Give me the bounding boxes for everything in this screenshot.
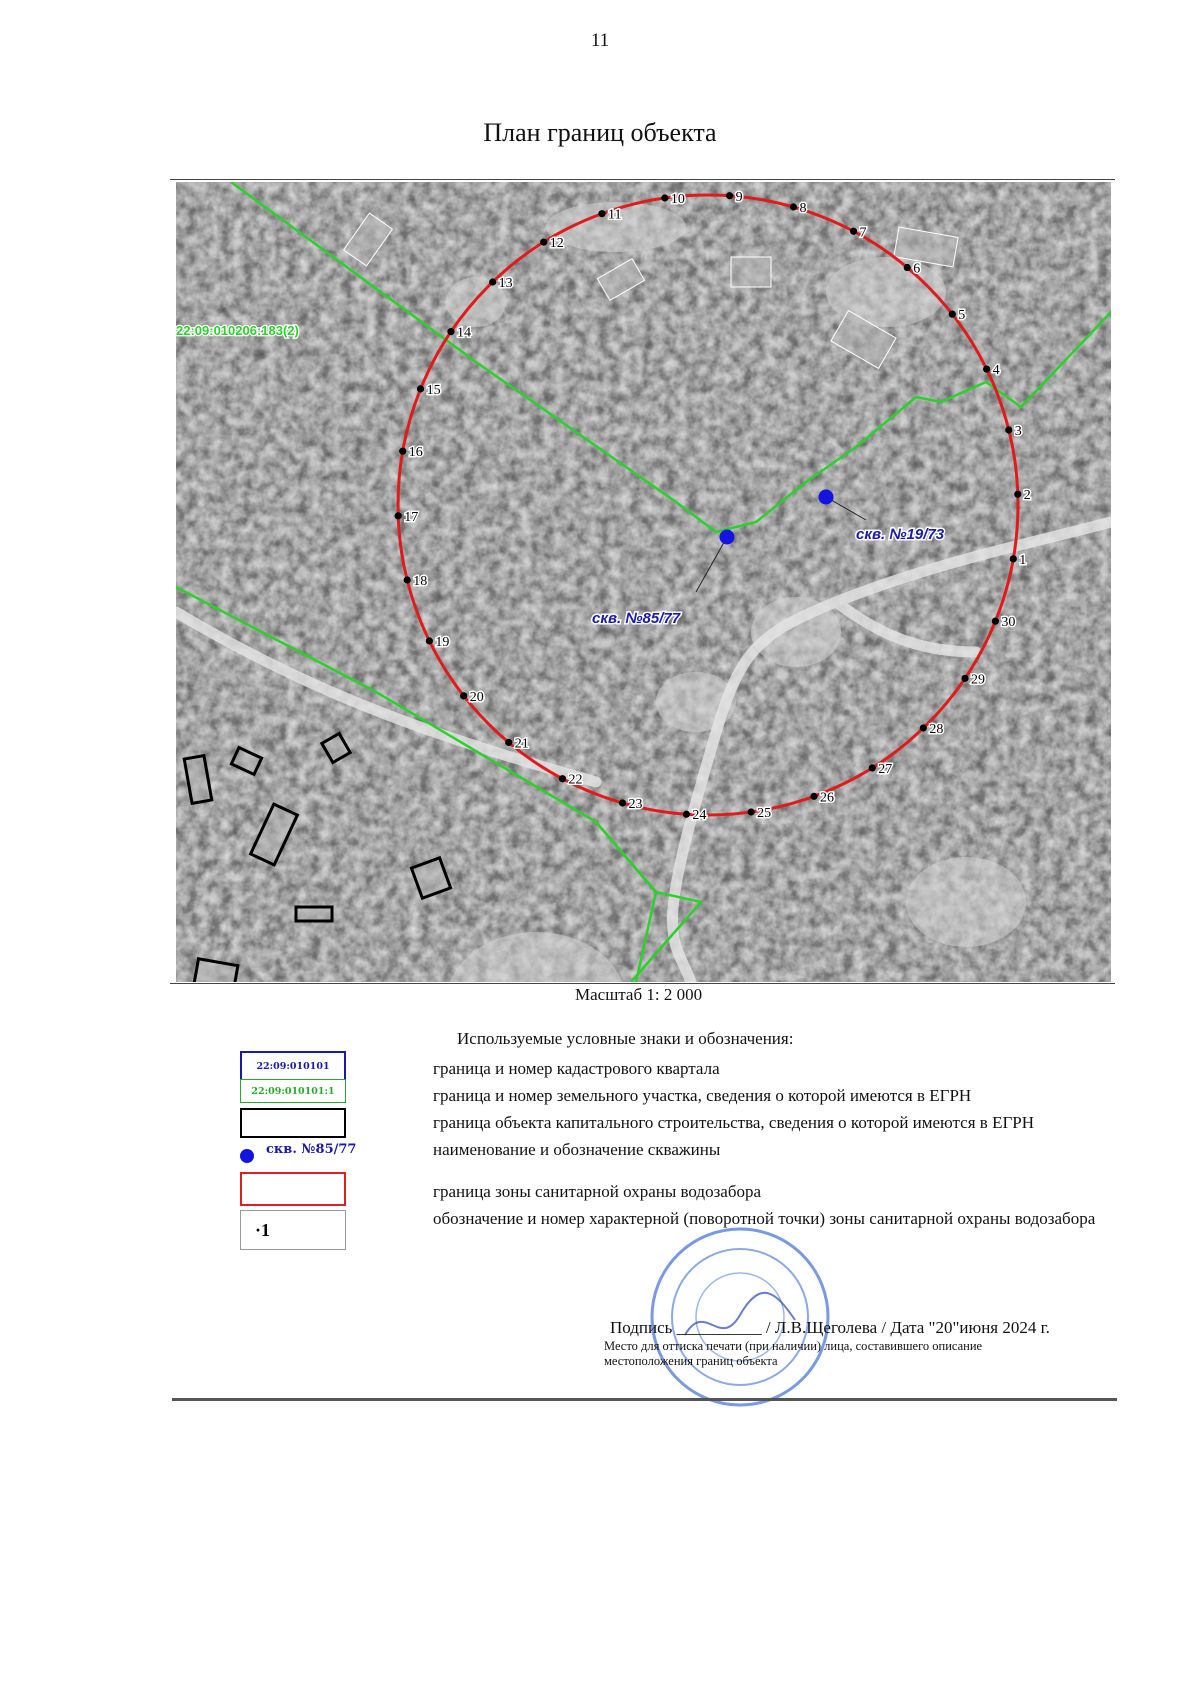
boundary-point-label: 15 [426,382,441,398]
boundary-point-label: 4 [992,363,1000,379]
page-number: 11 [590,30,610,51]
map-frame-top [170,179,1115,180]
boundary-point-icon [949,311,956,318]
boundary-point-icon: ·1 [255,1219,271,1240]
well-label: скв. №19/73 [856,526,945,543]
legend-item-building: граница объекта капитального строительства, сведения о которой имеются в ЕГРН [433,1113,1035,1132]
boundary-point-label: 16 [408,445,423,461]
legend-item-boundary-point: обозначение и номер характерной (поворотной точки) зоны санитарной охраны водозабора [433,1209,1096,1228]
signature-note: Место для оттиска печати (при наличии) лица, составившего описание местоположения границ объекта [604,1339,983,1368]
boundary-point-icon [726,192,733,199]
boundary-point-icon [920,724,927,731]
boundary-point-icon [540,239,547,246]
boundary-point-icon [447,328,454,335]
legend-well-sample: скв. №85/77 [266,1142,357,1157]
boundary-point-label: 14 [456,325,471,341]
boundary-point-label: 28 [929,721,944,737]
boundary-point-label: 18 [413,573,428,589]
boundary-point-icon [399,448,406,455]
boundary-point-label: 25 [757,805,772,821]
legend-sample-text: 22:09:010101:1 [251,1085,335,1097]
boundary-point-label: 26 [820,790,835,806]
boundary-point-icon [1005,426,1012,433]
legend-swatch-boundary-point [240,1210,346,1250]
boundary-point-label: 9 [735,189,743,205]
boundary-point-label: 6 [913,261,921,277]
legend-item-cadastral-quarter: граница и номер кадастрового квартала [433,1059,720,1078]
signature-line: Подпись __________ / Л.В.Щеголева / Дата "20"июня 2024 г. [610,1318,1050,1337]
boundary-point-label: 7 [859,225,867,241]
boundary-point-label: 19 [435,634,450,650]
boundary-point-label: 24 [692,808,707,824]
boundary-point-icon [983,366,990,373]
boundary-point-label: 22 [568,772,583,788]
boundary-point-label: 10 [670,192,685,208]
boundary-point-label: 3 [1014,424,1022,440]
bottom-rule [172,1398,1117,1401]
well-label: скв. №85/77 [592,610,681,627]
map-frame-bottom [170,983,1115,984]
boundary-point-label: 1 [1019,552,1027,568]
clearing [906,857,1026,947]
boundary-point-icon [404,576,411,583]
boundary-point-label: 21 [514,736,529,752]
boundary-point-icon [598,210,605,217]
boundary-point-icon [417,385,424,392]
boundary-point-label: 17 [404,509,419,525]
boundary-point-icon [505,739,512,746]
boundary-point-label: 8 [799,201,807,217]
legend-item-well: наименование и обозначение скважины [433,1140,721,1159]
boundary-point-label: 27 [878,761,893,777]
legend-title: Используемые условные знаки и обозначения: [457,1029,794,1048]
boundary-point-icon [961,675,968,682]
boundary-point-icon [559,775,566,782]
boundary-point-label: 12 [549,236,564,252]
boundary-point-label: 23 [628,796,643,812]
legend-swatch-land-parcel [240,1079,346,1103]
parcel-number-label: 22:09:010206:183(2) [176,323,299,338]
boundary-point-icon [426,637,433,644]
scale-label: Масштаб 1: 2 000 [575,985,703,1004]
boundary-point-icon [460,692,467,699]
boundary-point-icon [850,228,857,235]
boundary-point-icon [869,764,876,771]
well-point-icon [240,1149,254,1163]
boundary-point-label: 13 [498,276,513,292]
map-image [176,182,1111,982]
well-point-icon [819,490,834,505]
legend-swatch-cadastral-quarter [240,1051,346,1081]
boundary-point-icon [661,194,668,201]
legend-swatch-sanitary-zone [240,1172,346,1206]
boundary-point-icon [810,793,817,800]
boundary-point-icon [683,811,690,818]
boundary-point-icon [395,512,402,519]
boundary-point-icon [489,278,496,285]
boundary-point-label: 11 [607,207,622,223]
boundary-point-label: 20 [469,689,484,705]
clearing [826,257,946,327]
boundary-point-label: 2 [1023,488,1031,504]
boundary-point-label: 5 [958,308,966,324]
boundary-point-icon [992,618,999,625]
boundary-point-icon [748,808,755,815]
legend-sample-text: 22:09:010101 [256,1060,330,1072]
building-outline [296,907,332,921]
boundary-point-icon [790,203,797,210]
boundary-point-icon [619,799,626,806]
boundary-point-label: 29 [971,672,986,688]
well-point-icon [720,530,735,545]
building-outline [731,257,771,287]
boundary-point-icon [1010,555,1017,562]
boundary-point-label: 30 [1001,615,1016,631]
legend-swatch-building [240,1108,346,1138]
legend-item-land-parcel: граница и номер земельного участка, сведения о которой имеются в ЕГРН [433,1086,972,1105]
boundary-point-icon [1014,491,1021,498]
page-title: План границ объекта [483,118,717,147]
clearing [446,277,506,327]
boundary-point-icon [904,264,911,271]
legend-item-sanitary-zone: граница зоны санитарной охраны водозабора [433,1182,762,1201]
